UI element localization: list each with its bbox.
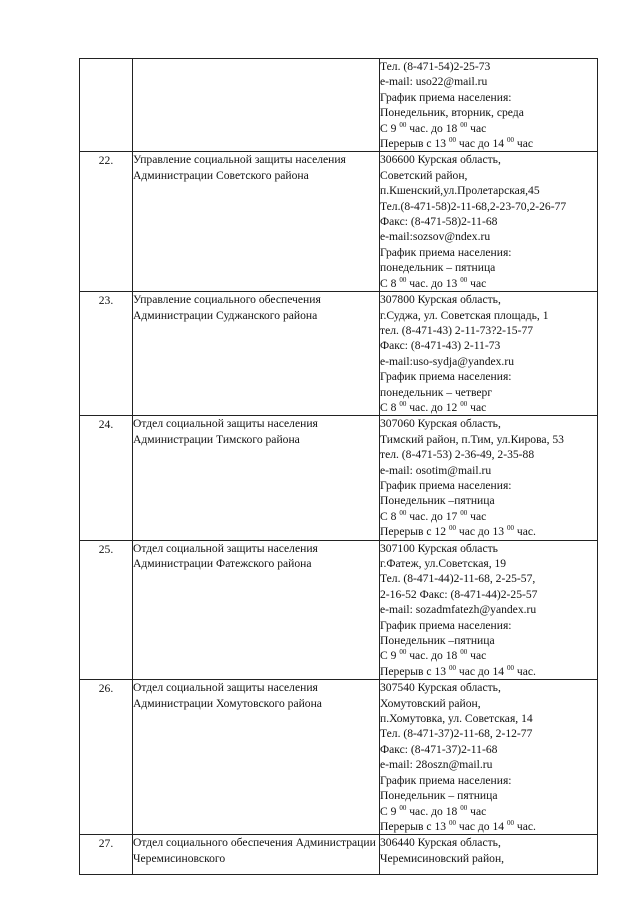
contact-info-line: Тел. (8-471-54)2-25-73 xyxy=(380,60,491,73)
contact-info-line: Тел. (8-471-37)2-11-68, 2-12-77 xyxy=(380,727,533,741)
row-number-cell xyxy=(80,835,133,875)
office-name-cell xyxy=(133,292,380,416)
contact-info-line: e-mail:sozsov@ndex.ru xyxy=(380,230,491,244)
contact-info-line: п.Кшенский,ул.Пролетарская,45 xyxy=(380,184,540,198)
time-minutes-superscript: 00 xyxy=(448,663,456,672)
offices-table xyxy=(79,58,598,875)
contact-info-cell xyxy=(380,152,598,292)
contact-info-line: тел. (8-471-53) 2-36-49, 2-35-88 xyxy=(380,448,535,462)
contact-info-line: 306440 Курская область, xyxy=(380,836,501,850)
office-name: Отдел социальной защиты населения Администрации Тимского района xyxy=(133,417,318,446)
time-minutes-superscript: 00 xyxy=(448,524,456,533)
row-number: 24. xyxy=(98,418,114,432)
time-text: час. до 18 xyxy=(406,121,461,135)
contact-info-line xyxy=(380,136,597,151)
time-text: час xyxy=(467,804,487,818)
time-minutes-superscript: 00 xyxy=(399,275,407,284)
table-row xyxy=(80,540,598,680)
time-text: час xyxy=(513,137,534,151)
table-row xyxy=(80,835,598,875)
time-minutes-superscript: 00 xyxy=(399,120,407,129)
office-name-cell xyxy=(133,835,380,875)
contact-info-line: понедельник – четверг xyxy=(380,385,493,399)
time-minutes-superscript: 00 xyxy=(506,663,514,672)
time-minutes-superscript: 00 xyxy=(460,120,468,129)
contact-info-line: График приема населения: xyxy=(380,773,512,787)
office-name: Управление социального обеспечения Администрации Суджанского района xyxy=(133,293,321,322)
office-name-cell xyxy=(133,416,380,540)
time-text: С 9 xyxy=(380,649,400,663)
contact-info-line: Тел. (8-471-44)2-11-68, 2-25-57, xyxy=(380,572,536,586)
time-text: час до 14 xyxy=(455,819,507,833)
contact-info-line xyxy=(380,524,597,539)
time-minutes-superscript: 00 xyxy=(460,275,468,284)
time-minutes-superscript: 00 xyxy=(460,508,468,517)
time-text: час до 13 xyxy=(455,525,507,539)
contact-info-line: График приема населения: xyxy=(380,478,512,492)
time-minutes-superscript: 00 xyxy=(460,803,468,812)
row-number-cell xyxy=(80,152,133,292)
row-number-cell xyxy=(80,416,133,540)
time-minutes-superscript: 00 xyxy=(506,818,514,827)
time-text: час. до 18 xyxy=(406,649,461,663)
contact-info-line: 307100 Курская область xyxy=(380,541,498,555)
contact-info-line xyxy=(380,509,597,524)
row-number: 27. xyxy=(98,837,114,851)
contact-info-line: Тимский район, п.Тим, ул.Кирова, 53 xyxy=(380,432,564,446)
time-text: Перерыв с 12 xyxy=(380,525,449,539)
time-text: час. xyxy=(513,819,536,833)
time-text: час. до 18 xyxy=(406,804,461,818)
row-number: 22. xyxy=(98,154,114,168)
contact-info-line: График приема населения: xyxy=(380,618,512,632)
time-text: час xyxy=(467,400,487,414)
table-row xyxy=(80,59,598,152)
contact-info-line: тел. (8-471-43) 2-11-73?2-15-77 xyxy=(380,323,534,337)
time-minutes-superscript: 00 xyxy=(506,136,514,145)
office-name-cell xyxy=(133,152,380,292)
time-text: Перерыв с 13 xyxy=(380,664,449,678)
contact-info-line: г.Суджа, ул. Советская площадь, 1 xyxy=(380,308,549,322)
contact-info-line: Понедельник –пятница xyxy=(380,634,495,648)
time-text: час до 14 xyxy=(455,137,507,151)
office-name-cell xyxy=(133,540,380,680)
contact-info-line: e-mail:uso-sydja@yandex.ru xyxy=(380,354,514,368)
contact-info-cell xyxy=(380,680,598,835)
office-name: Управление социальной защиты населения Администрации Советского района xyxy=(133,153,346,182)
table-row xyxy=(80,416,598,540)
contact-info-line xyxy=(380,819,597,834)
time-text: С 9 xyxy=(380,804,400,818)
time-text: час до 14 xyxy=(455,664,507,678)
time-minutes-superscript: 00 xyxy=(399,648,407,657)
contact-info-line xyxy=(380,400,597,415)
row-number-cell xyxy=(80,59,133,152)
contact-info-line: График приема населения: xyxy=(380,245,512,259)
contact-info-cell xyxy=(380,416,598,540)
contact-info-line: 307540 Курская область, xyxy=(380,681,501,695)
time-text: час. xyxy=(513,525,536,539)
contact-info-line xyxy=(380,121,597,136)
contact-info-line: График приема населения: xyxy=(380,90,512,104)
time-minutes-superscript: 00 xyxy=(460,399,468,408)
time-text: час. до 13 xyxy=(406,276,461,290)
contact-info-line: 2-16-52 Факс: (8-471-44)2-25-57 xyxy=(380,587,538,601)
contact-info-line: e-mail: 28oszn@mail.ru xyxy=(380,758,493,772)
time-text: час xyxy=(467,509,487,523)
row-number-cell xyxy=(80,292,133,416)
time-minutes-superscript: 00 xyxy=(460,648,468,657)
time-minutes-superscript: 00 xyxy=(506,524,514,533)
row-number: 23. xyxy=(98,294,114,308)
contact-info-line: 306600 Курская область, xyxy=(380,153,501,167)
contact-info-line: Тел.(8-471-58)2-11-68,2-23-70,2-26-77 xyxy=(380,199,567,213)
contact-info-line: Понедельник – пятница xyxy=(380,789,498,803)
office-name-cell xyxy=(133,59,380,152)
time-minutes-superscript: 00 xyxy=(399,803,407,812)
time-text: час. xyxy=(513,664,536,678)
office-name: Отдел социального обеспечения Администрации Черемисиновского xyxy=(133,836,376,865)
contact-info-line: 307060 Курская область, xyxy=(380,417,501,431)
office-name: Отдел социальной защиты населения Администрации Хомутовского района xyxy=(133,681,322,710)
contact-info-cell xyxy=(380,540,598,680)
contact-info-line: г.Фатеж, ул.Советская, 19 xyxy=(380,557,507,570)
table-row xyxy=(80,292,598,416)
time-text: час xyxy=(467,276,487,290)
contact-info-cell xyxy=(380,292,598,416)
time-text: Перерыв с 13 xyxy=(380,137,449,151)
contact-info-line: Понедельник, вторник, среда xyxy=(380,106,524,120)
time-text: час. до 12 xyxy=(406,400,461,414)
contact-info-line: п.Хомутовка, ул. Советская, 14 xyxy=(380,712,533,726)
contact-info-cell xyxy=(380,59,598,152)
contact-info-line: Понедельник –пятница xyxy=(380,494,495,508)
contact-info-line: e-mail: uso22@mail.ru xyxy=(380,75,488,89)
time-text: час. до 17 xyxy=(406,509,461,523)
time-text: час xyxy=(467,649,487,663)
time-minutes-superscript: 00 xyxy=(448,136,456,145)
office-name: Отдел социальной защиты населения Администрации Фатежского района xyxy=(133,541,318,570)
row-number: 26. xyxy=(98,682,114,696)
time-text: С 8 xyxy=(380,509,400,523)
time-text: Перерыв с 13 xyxy=(380,819,449,833)
contact-info-line: e-mail: sozadmfatezh@yandex.ru xyxy=(380,603,537,617)
contact-info-line xyxy=(380,804,597,819)
contact-info-line: 307800 Курская область, xyxy=(380,293,501,307)
contact-info-line: e-mail: osotim@mail.ru xyxy=(380,463,492,477)
contact-info-line: Хомутовский район, xyxy=(380,696,481,710)
table-row xyxy=(80,152,598,292)
row-number-cell xyxy=(80,540,133,680)
time-minutes-superscript: 00 xyxy=(448,818,456,827)
contact-info-line: Факс: (8-471-37)2-11-68 xyxy=(380,742,498,756)
contact-info-cell xyxy=(380,835,598,875)
contact-info-line: понедельник – пятница xyxy=(380,261,496,275)
contact-info-line: Черемисиновский район, xyxy=(380,851,505,865)
time-text: час xyxy=(467,121,487,135)
contact-info-line xyxy=(380,648,597,663)
time-text: С 8 xyxy=(380,400,400,414)
time-minutes-superscript: 00 xyxy=(399,399,407,408)
time-text: С 8 xyxy=(380,276,400,290)
row-number: 25. xyxy=(98,542,114,556)
table-row xyxy=(80,680,598,835)
row-number xyxy=(80,59,132,60)
contact-info-line: График приема населения: xyxy=(380,370,512,384)
row-number-cell xyxy=(80,680,133,835)
contact-info-line: Факс: (8-471-58)2-11-68 xyxy=(380,215,498,229)
contact-info-line: Факс: (8-471-43) 2-11-73 xyxy=(380,339,501,353)
office-name-cell xyxy=(133,680,380,835)
contact-info-line xyxy=(380,664,597,679)
contact-info-line: Советский район, xyxy=(380,168,468,182)
contact-info-line xyxy=(380,276,597,291)
time-minutes-superscript: 00 xyxy=(399,508,407,517)
time-text: С 9 xyxy=(380,121,400,135)
table-body xyxy=(80,59,598,875)
